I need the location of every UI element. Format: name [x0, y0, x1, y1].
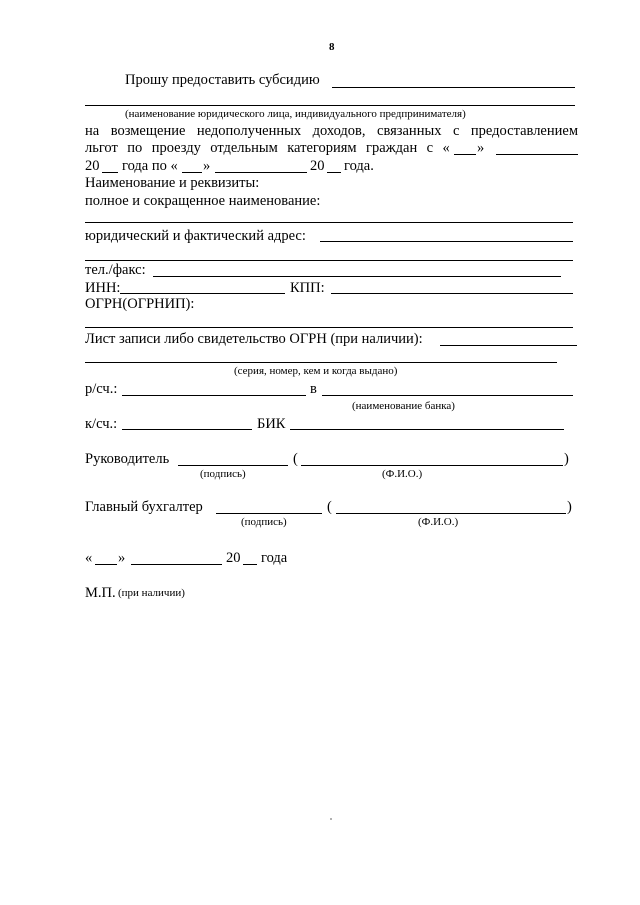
inn-field[interactable] — [120, 293, 285, 294]
bank-in-label: в — [310, 381, 317, 397]
entity-caption: (наименование юридического лица, индивидуального предпринимателя) — [125, 108, 466, 120]
purpose-line-1: на возмещение недополученных доходов, связанных с предоставлением — [85, 123, 578, 139]
start-year-field[interactable] — [102, 172, 118, 173]
period-end-text: года. — [344, 158, 374, 174]
purpose-line-2-text: льгот по проезду отдельным категориям граждан с « — [85, 140, 450, 156]
accountant-signature-caption: (подпись) — [241, 516, 287, 528]
date-month-field[interactable] — [131, 564, 222, 565]
applicant-name-field[interactable] — [332, 87, 575, 88]
date-open-quote: « — [85, 550, 93, 566]
full-short-name-label: полное и сокращенное наименование: — [85, 193, 321, 209]
accountant-signature-field[interactable] — [216, 513, 322, 514]
head-name-caption: (Ф.И.О.) — [382, 468, 423, 480]
address-label: юридический и фактический адрес: — [85, 228, 306, 244]
corr-account-label: к/сч.: — [85, 416, 118, 432]
date-year-suffix: года — [261, 550, 288, 566]
chief-accountant-label: Главный бухгалтер — [85, 499, 203, 515]
period-middle-text: года по « — [122, 158, 178, 174]
record-sheet-field-continuation[interactable] — [85, 362, 557, 363]
bank-name-field[interactable] — [322, 395, 573, 396]
head-name-field[interactable] — [301, 465, 563, 466]
account-field[interactable] — [122, 395, 306, 396]
start-day-field[interactable] — [454, 154, 476, 155]
record-sheet-field[interactable] — [440, 345, 577, 346]
inn-label: ИНН: — [85, 280, 121, 296]
details-heading: Наименование и реквизиты: — [85, 175, 260, 191]
accountant-name-field[interactable] — [336, 513, 566, 514]
head-label: Руководитель — [85, 451, 170, 467]
date-close-quote: » — [118, 550, 126, 566]
ogrn-label: ОГРН(ОГРНИП): — [85, 296, 195, 312]
full-short-name-field[interactable] — [85, 222, 573, 223]
kpp-field[interactable] — [331, 293, 573, 294]
start-day-close-quote: » — [477, 140, 485, 156]
head-close-paren: ) — [564, 451, 569, 467]
bik-label: БИК — [257, 416, 286, 432]
end-month-field[interactable] — [215, 172, 307, 173]
date-year-prefix: 20 — [226, 550, 241, 566]
corr-account-field[interactable] — [122, 429, 252, 430]
page-number: 8 — [329, 41, 335, 53]
end-day-close-quote: » — [203, 158, 211, 174]
head-signature-caption: (подпись) — [200, 468, 246, 480]
accountant-name-caption: (Ф.И.О.) — [418, 516, 459, 528]
head-open-paren: ( — [293, 451, 298, 467]
date-year-field[interactable] — [243, 564, 257, 565]
record-sheet-label: Лист записи либо свидетельство ОГРН (при наличии): — [85, 331, 423, 347]
record-caption: (серия, номер, кем и когда выдано) — [234, 365, 398, 377]
scan-speck — [330, 818, 332, 820]
applicant-name-field-continuation[interactable] — [85, 105, 575, 106]
end-day-field[interactable] — [182, 172, 202, 173]
stamp-label: М.П. — [85, 585, 116, 601]
phone-fax-label: тел./факс: — [85, 262, 146, 278]
bik-field[interactable] — [290, 429, 564, 430]
kpp-label: КПП: — [290, 280, 325, 296]
address-field-continuation[interactable] — [85, 260, 573, 261]
end-year-prefix: 20 — [310, 158, 325, 174]
account-label: р/сч.: — [85, 381, 118, 397]
start-year-prefix: 20 — [85, 158, 100, 174]
end-year-field[interactable] — [327, 172, 341, 173]
stamp-note: (при наличии) — [118, 587, 185, 599]
bank-caption: (наименование банка) — [352, 400, 455, 412]
head-signature-field[interactable] — [178, 465, 288, 466]
accountant-close-paren: ) — [567, 499, 572, 515]
phone-fax-field[interactable] — [153, 276, 561, 277]
date-day-field[interactable] — [95, 564, 117, 565]
start-month-field[interactable] — [496, 154, 578, 155]
address-field[interactable] — [320, 241, 573, 242]
accountant-open-paren: ( — [327, 499, 332, 515]
ogrn-field[interactable] — [85, 327, 573, 328]
subsidy-request-label: Прошу предоставить субсидию — [125, 72, 320, 88]
